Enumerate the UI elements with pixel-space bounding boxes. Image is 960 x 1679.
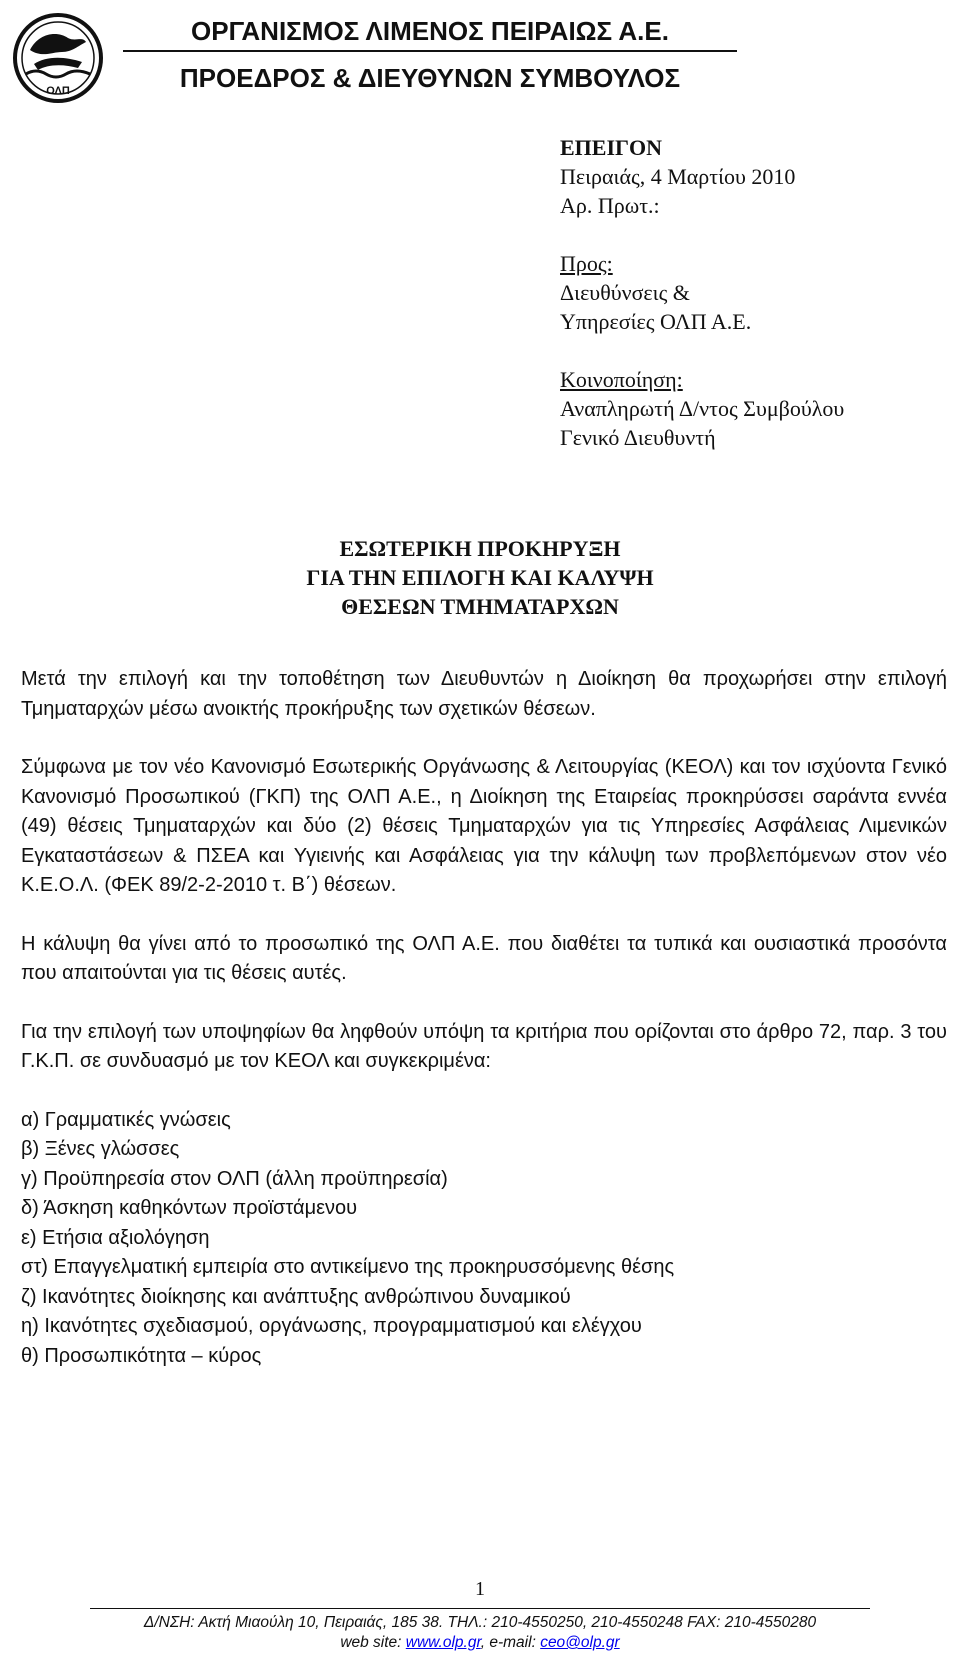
to-label: Προς: <box>560 251 613 276</box>
date-line: Πειραιάς, 4 Μαρτίου 2010 <box>560 164 796 189</box>
footer-contact <box>0 1633 960 1653</box>
criteria-list <box>21 1106 947 1372</box>
protocol-number: Αρ. Πρωτ.: <box>560 193 660 218</box>
cc-line: Γενικό Διευθυντή <box>560 425 716 450</box>
recipient-block <box>560 133 950 452</box>
cc-label: Κοινοποίηση: <box>560 367 683 392</box>
heading-line: ΘΕΣΕΩΝ ΤΜΗΜΑΤΑΡΧΩΝ <box>341 594 619 619</box>
criteria-item: θ) Προσωπικότητα – κύρος <box>21 1344 262 1367</box>
document-body <box>21 665 947 1371</box>
body-paragraph: Η κάλυψη θα γίνει από το προσωπικό της ΟΛΠ Α.Ε. που διαθέτει τα τυπικά και ουσιαστικά προσόντα που απαιτούνται για τις θέσεις αυτές. <box>21 932 947 984</box>
to-line: Υπηρεσίες ΟΛΠ Α.Ε. <box>560 309 752 334</box>
olp-logo <box>12 12 104 104</box>
heading-line: ΓΙΑ ΤΗΝ ΕΠΙΛΟΓΗ ΚΑΙ ΚΑΛΥΨΗ <box>306 565 654 590</box>
website-link[interactable]: www.olp.gr <box>405 1634 481 1651</box>
document-heading <box>0 534 960 621</box>
page-number: 1 <box>475 1578 485 1600</box>
footer-divider <box>90 1608 870 1609</box>
criteria-item: ζ) Ικανότητες διοίκησης και ανάπτυξης ανθρώπινου δυναμικού <box>21 1285 571 1308</box>
criteria-item: γ) Προϋπηρεσία στον ΟΛΠ (άλλη προϋπηρεσία) <box>21 1167 448 1190</box>
criteria-item: α) Γραμματικές γνώσεις <box>21 1108 231 1131</box>
to-line: Διευθύνσεις & <box>560 280 690 305</box>
footer-address: Δ/ΝΣΗ: Ακτή Μιαούλη 10, Πειραιάς, 185 38. ΤΗΛ.: 210-4550250, 210-4550248 FAX: 210-4550280 <box>143 1614 817 1631</box>
header-divider <box>123 50 737 52</box>
body-paragraph: Μετά την επιλογή και την τοποθέτηση των Διευθυντών η Διοίκηση θα προχωρήσει στην επιλογή Τμηματαρχών μέσω ανοικτής προκήρυξης των σχετικών θέσεων. <box>21 668 947 720</box>
body-paragraph: Για την επιλογή των υποψηφίων θα ληφθούν υπόψη τα κριτήρια που ορίζονται στο άρθρο 72, παρ. 3 του Γ.Κ.Π. σε συνδυασμό με τον ΚΕΟΛ και συγκεκριμένα: <box>21 1020 947 1072</box>
criteria-item: η) Ικανότητες σχεδιασμού, οργάνωσης, προγραμματισμού και ελέγχου <box>21 1315 642 1337</box>
organization-name: ΟΡΓΑΝΙΣΜΟΣ ΛΙΜΕΝΟΣ ΠΕΙΡΑΙΩΣ Α.Ε. <box>191 16 669 46</box>
office-title: ΠΡΟΕΔΡΟΣ & ΔΙΕΥΘΥΝΩΝ ΣΥΜΒΟΥΛΟΣ <box>179 63 681 93</box>
criteria-item: δ) Άσκηση καθηκόντων προϊστάμενου <box>21 1197 358 1219</box>
criteria-item: στ) Επαγγελματική εμπειρία στο αντικείμενο της προκηρυσσόμενης θέσης <box>21 1256 675 1278</box>
cc-line: Αναπληρωτή Δ/ντος Συμβούλου <box>560 396 845 421</box>
logo-lettering: ΟΛΠ <box>46 85 70 97</box>
email-link[interactable]: ceo@olp.gr <box>540 1634 620 1651</box>
website-label: web site: <box>340 1634 402 1651</box>
urgent-label: ΕΠΕΙΓΟΝ <box>560 135 663 160</box>
criteria-item: β) Ξένες γλώσσες <box>21 1138 180 1160</box>
criteria-item: ε) Ετήσια αξιολόγηση <box>21 1226 210 1249</box>
body-paragraph: Σύμφωνα με τον νέο Κανονισμό Εσωτερικής Οργάνωσης & Λειτουργίας (ΚΕΟΛ) και τον ισχύοντα Γενικό Κανονισμό Προσωπικού (ΓΚΠ) της ΟΛΠ Α.Ε., η Διοίκηση της Εταιρείας προκηρύσσει σαράντα εννέα (49) θέσεις Τμηματαρχών και δύο (2) θέσεις Τμηματαρχών για τις Υπηρεσίες Ασφάλειας Λιμενικών Εγκαταστάσεων & ΠΣΕΑ και Υγιεινής και Ασφάλειας για την κάλυψη των προβλεπόμενων στον νέο Κ.Ε.Ο.Λ. (ΦΕΚ 89/2-2-2010 τ. Β΄) θέσεων. <box>21 756 947 896</box>
heading-line: ΕΣΩΤΕΡΙΚΗ ΠΡΟΚΗΡΥΞΗ <box>339 536 621 561</box>
email-label: , e-mail: <box>480 1634 536 1651</box>
